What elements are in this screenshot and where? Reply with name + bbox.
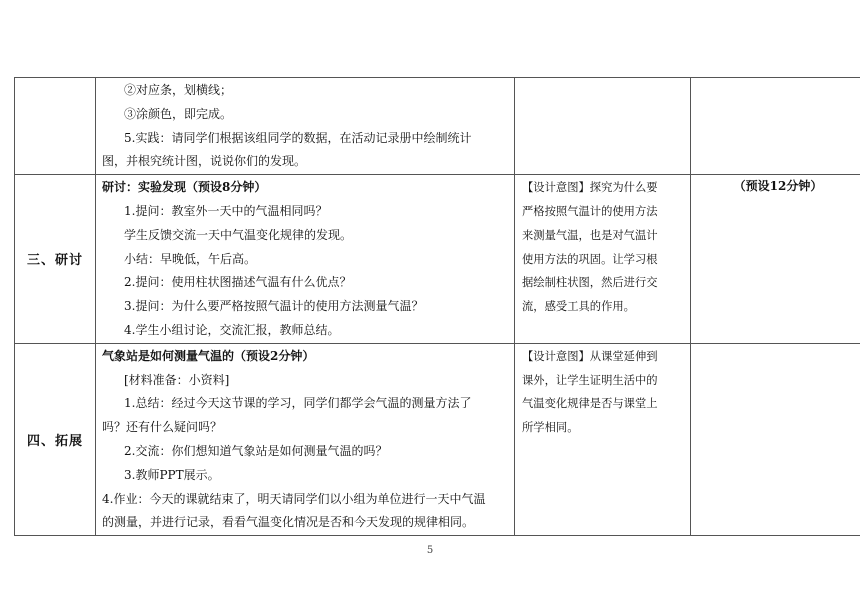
table-row-continued (15, 78, 860, 175)
content-line: 4.作业：今天的课就结束了，明天请同学们以小组为单位进行一天中气温 (102, 491, 486, 506)
content-line: 小结：早晚低，午后高。 (124, 251, 257, 266)
content-line: 3.教师PPT展示。 (124, 467, 220, 482)
design-intent-line: 严格按照气温计的使用方法 (522, 204, 658, 218)
design-intent-line: 流，感受工具的作用。 (522, 300, 635, 314)
content-cell (96, 175, 515, 344)
time-cell (691, 78, 860, 175)
content-line: ②对应条，划横线； (124, 83, 233, 97)
page-number: 5 (426, 545, 434, 556)
content-cell (96, 343, 515, 535)
design-intent-line: 【设计意图】从课堂延伸到 (522, 349, 658, 363)
content-line: 图，并根究统计图，说说你们的发现。 (102, 154, 307, 169)
time-cell (691, 175, 860, 344)
content-line: 4.学生小组讨论，交流汇报，教师总结。 (124, 322, 340, 337)
time-estimate: （预设12分钟） (733, 179, 823, 194)
design-intent-line: 使用方法的巩固。让学习根 (522, 252, 658, 266)
content-line: 学生反馈交流一天中气温变化规律的发现。 (124, 227, 353, 242)
design-intent-line: 【设计意图】探究为什么要 (522, 181, 658, 195)
content-line: 1.提问：教室外一天中的气温相同吗？ (124, 203, 328, 218)
section-heading: 气象站是如何测量气温的（预设2分钟） (102, 348, 315, 363)
time-cell (691, 343, 860, 535)
content-line: 的测量，并进行记录，看看气温变化情况是否和今天发现的规律相同。 (102, 515, 475, 530)
design-intent-line: 课外，让学生证明生活中的 (522, 373, 658, 387)
design-intent-line: 所学相同。 (522, 421, 579, 435)
design-intent-line: 据绘制柱状图，然后进行交 (522, 276, 658, 290)
content-cell (96, 78, 515, 175)
section-label-cell (15, 78, 96, 175)
section-label-discussion: 三、研讨 (15, 175, 96, 344)
design-intent-line: 气温变化规律是否与课堂上 (522, 397, 658, 411)
table-row-section3 (15, 175, 860, 344)
lesson-plan-table (14, 77, 860, 536)
design-intent-cell (515, 175, 691, 344)
table-row-section4 (15, 343, 860, 535)
design-intent-line: 来测量气温，也是对气温计 (522, 228, 658, 242)
content-line: 5.实践：请同学们根据该组同学的数据，在活动记录册中绘制统计 (124, 130, 472, 145)
content-line: 2.交流：你们想知道气象站是如何测量气温的吗？ (124, 443, 388, 458)
section-label-extension: 四、拓展 (15, 343, 96, 535)
design-intent-cell (515, 78, 691, 175)
design-intent-cell (515, 343, 691, 535)
content-line: [材料准备：小资料] (124, 372, 230, 387)
content-line: 2.提问：使用柱状图描述气温有什么优点？ (124, 275, 352, 290)
section-heading: 研讨：实验发现（预设8分钟） (102, 180, 267, 195)
content-line: 3.提问：为什么要严格按照气温计的使用方法测量气温？ (124, 299, 424, 314)
content-line: 吗？还有什么疑问吗？ (102, 420, 223, 435)
content-line: 1.总结：经过今天这节课的学习，同学们都学会气温的测量方法了 (124, 396, 472, 411)
content-line: ③涂颜色，即完成。 (124, 106, 233, 121)
